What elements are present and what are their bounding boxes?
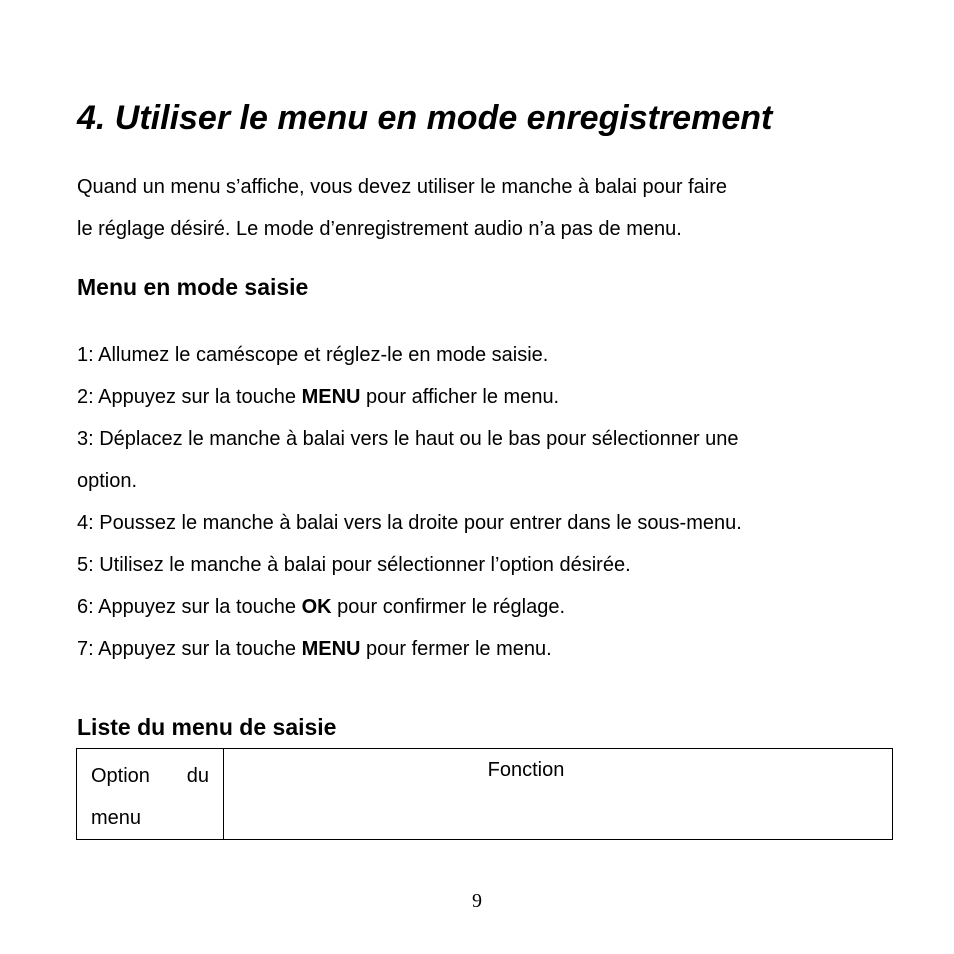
- step-text: pour fermer le menu.: [360, 638, 552, 660]
- section-heading-input-menu: Menu en mode saisie: [77, 274, 309, 300]
- menu-list-table: [76, 748, 893, 840]
- page-number: 9: [472, 890, 482, 912]
- step-item: [77, 628, 897, 670]
- function-header-text: Fonction: [487, 759, 565, 781]
- table-header-function: [224, 749, 893, 840]
- step-text: pour afficher le menu.: [360, 386, 560, 408]
- step-text: 2: Appuyez sur la touche: [77, 386, 302, 408]
- step-item: [77, 544, 897, 586]
- step-item: [77, 334, 897, 376]
- step-item: [77, 376, 897, 418]
- step-text: 1: Allumez le caméscope et réglez-le en mode saisie.: [77, 344, 549, 366]
- step-text: 4: Poussez le manche à balai vers la droite pour entrer dans le sous-menu.: [77, 512, 742, 534]
- step-text: 7: Appuyez sur la touche: [77, 638, 302, 660]
- intro-line-1: Quand un menu s’affiche, vous devez utiliser le manche à balai pour faire: [77, 176, 728, 198]
- header-word: Option: [91, 765, 150, 787]
- section-heading-menu-list: Liste du menu de saisie: [77, 714, 337, 740]
- header-word: menu: [91, 807, 142, 829]
- step-item: [77, 418, 897, 460]
- key-name: MENU: [301, 386, 361, 408]
- key-name: MENU: [301, 638, 361, 660]
- header-word: du: [186, 765, 209, 787]
- step-text: pour confirmer le réglage.: [331, 596, 566, 618]
- step-text: 6: Appuyez sur la touche: [77, 596, 302, 618]
- page-title: 4. Utiliser le menu en mode enregistrement: [77, 99, 773, 137]
- step-item: [77, 502, 897, 544]
- step-text: 5: Utilisez le manche à balai pour sélectionner l’option désirée.: [77, 554, 631, 576]
- step-text: 3: Déplacez le manche à balai vers le haut ou le bas pour sélectionner une: [77, 428, 739, 450]
- steps-list: [77, 334, 897, 670]
- intro-line-2: le réglage désiré. Le mode d’enregistrement audio n’a pas de menu.: [77, 218, 682, 240]
- step-item: [77, 586, 897, 628]
- step-item: [77, 460, 897, 502]
- key-name: OK: [301, 596, 332, 618]
- step-text: option.: [77, 470, 138, 492]
- table-header-row: [77, 749, 893, 840]
- table-header-option: [77, 749, 224, 840]
- intro-paragraph: [77, 166, 897, 250]
